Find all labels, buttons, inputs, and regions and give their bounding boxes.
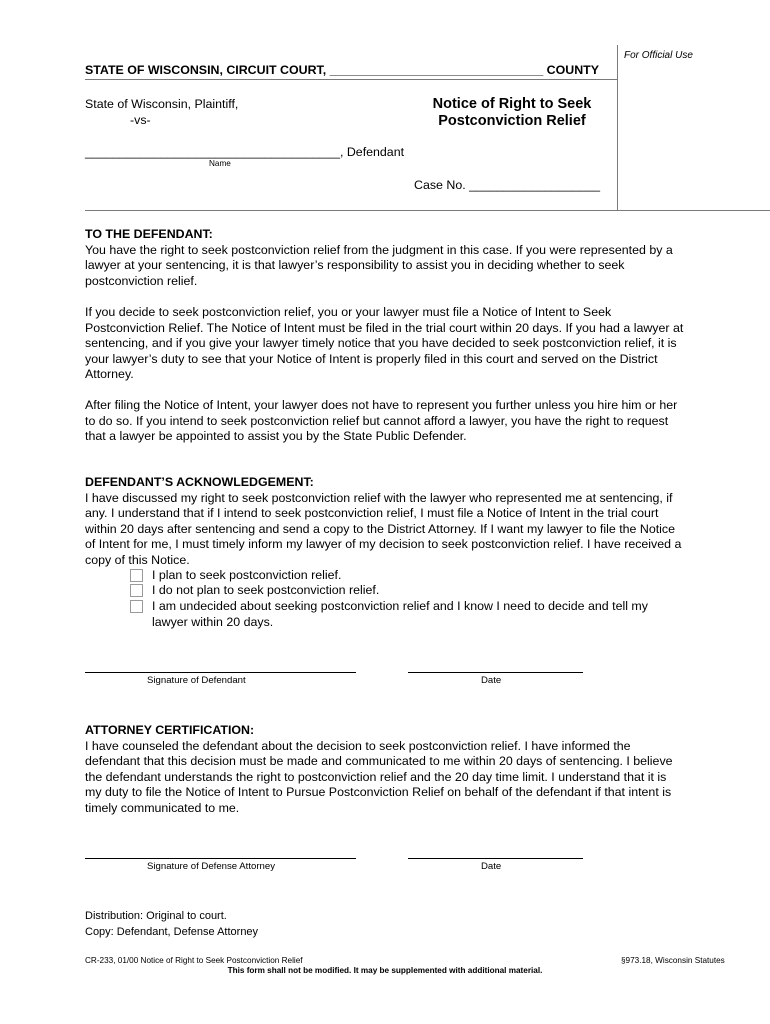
name-caption: Name: [209, 159, 231, 168]
to-defendant-para2-block: [85, 305, 690, 383]
attorney-signature-line[interactable]: [85, 858, 356, 859]
defendant-signature-line[interactable]: [85, 672, 356, 673]
distribution-line1: Distribution: Original to court.: [85, 910, 227, 922]
vs-label: -vs-: [130, 113, 151, 127]
option-plan-label: I plan to seek postconviction relief.: [152, 568, 342, 582]
case-number-field[interactable]: Case No. ___________________: [414, 178, 601, 192]
form-title-line1: Notice of Right to Seek: [432, 96, 592, 112]
to-defendant-para2: If you decide to seek postconviction relief, you or your lawyer must file a Notice of Intent to Seek Postconviction Relief. The Notice of Intent must be filed in the trial court within 20 days. If you had a lawyer at sentencing, and if you give your lawyer timely notice that you have decided to seek postconviction relief, it is your lawyer’s duty to see that your Notice of Intent is properly filed in this court and served on the District Attorney.: [85, 305, 684, 382]
defendant-signature-caption: Signature of Defendant: [147, 675, 246, 686]
attorney-signature-caption: Signature of Defense Attorney: [147, 861, 275, 872]
to-defendant-section: [85, 227, 690, 289]
acknowledgement-section: [85, 475, 688, 569]
option-plan-checkbox[interactable]: [130, 569, 143, 582]
plaintiff-label: State of Wisconsin, Plaintiff,: [85, 97, 239, 111]
to-defendant-para3: After filing the Notice of Intent, your lawyer does not have to represent you further unless you hire him or her to do so. If you intend to seek postconviction relief but cannot afford a lawyer, you have the right to request that a lawyer be appointed to assist you by the State Public Defender.: [85, 398, 678, 444]
acknowledgement-body: I have discussed my right to seek postconviction relief with the lawyer who represented me at sentencing, if any. I understand that if I intend to seek postconviction relief, I must file a Notice of Intent in the trial court within 20 days after sentencing and send a copy to the District Attorney. If I want my lawyer to file the Notice of Intent for me, I must timely inform my lawyer of my decision to seek postconviction relief. I have received a copy of this Notice.: [85, 490, 682, 567]
distribution-line2: Copy: Defendant, Defense Attorney: [85, 926, 259, 938]
defendant-date-caption: Date: [481, 675, 502, 686]
acknowledgement-heading: DEFENDANT’S ACKNOWLEDGEMENT:: [85, 475, 314, 489]
option-undecided-label: I am undecided about seeking postconviction relief and I know I need to decide and tell my lawyer within 20 days.: [152, 599, 648, 629]
attorney-date-caption: Date: [481, 861, 502, 872]
modification-notice: This form shall not be modified. It may be supplemented with additional material.: [227, 966, 543, 975]
form-title: [405, 96, 619, 130]
option-not-plan-checkbox[interactable]: [130, 584, 143, 597]
attorney-section: [85, 723, 685, 817]
option-not-plan-label: I do not plan to seek postconviction relief.: [152, 583, 380, 597]
defendant-date-line[interactable]: [408, 672, 583, 673]
court-line: STATE OF WISCONSIN, CIRCUIT COURT, _______________________________ COUNTY: [85, 63, 599, 77]
defendant-name-line[interactable]: _____________________________________, Defendant: [85, 145, 405, 159]
to-defendant-heading: TO THE DEFENDANT:: [85, 227, 213, 241]
header-top-rule: [85, 79, 618, 80]
to-defendant-para3-block: [85, 398, 690, 445]
attorney-body: I have counseled the defendant about the decision to seek postconviction relief. I have informed the defendant that this decision must be made and communicated to me within 20 days of sentencing. I believe the defendant understands the right to postconviction relief and the 20 day time limit. I understand that it is my duty to file the Notice of Intent to Pursue Postconviction Relief on behalf of the defendant if that intent is timely communicated to me.: [85, 738, 673, 815]
form-id: CR-233, 01/00 Notice of Right to Seek Postconviction Relief: [85, 956, 303, 965]
header-bottom-rule: [85, 210, 770, 211]
attorney-date-line[interactable]: [408, 858, 583, 859]
form-title-line2: Postconviction Relief: [438, 113, 586, 129]
option-undecided-checkbox[interactable]: [130, 600, 143, 613]
statute-reference: §973.18, Wisconsin Statutes: [621, 956, 725, 965]
official-use-label: For Official Use: [624, 50, 693, 61]
attorney-heading: ATTORNEY CERTIFICATION:: [85, 723, 255, 737]
to-defendant-para1: You have the right to seek postconviction relief from the judgment in this case. If you were represented by a lawyer at your sentencing, it is that lawyer’s responsibility to assist you in deciding whether to seek postconviction relief.: [85, 242, 673, 288]
